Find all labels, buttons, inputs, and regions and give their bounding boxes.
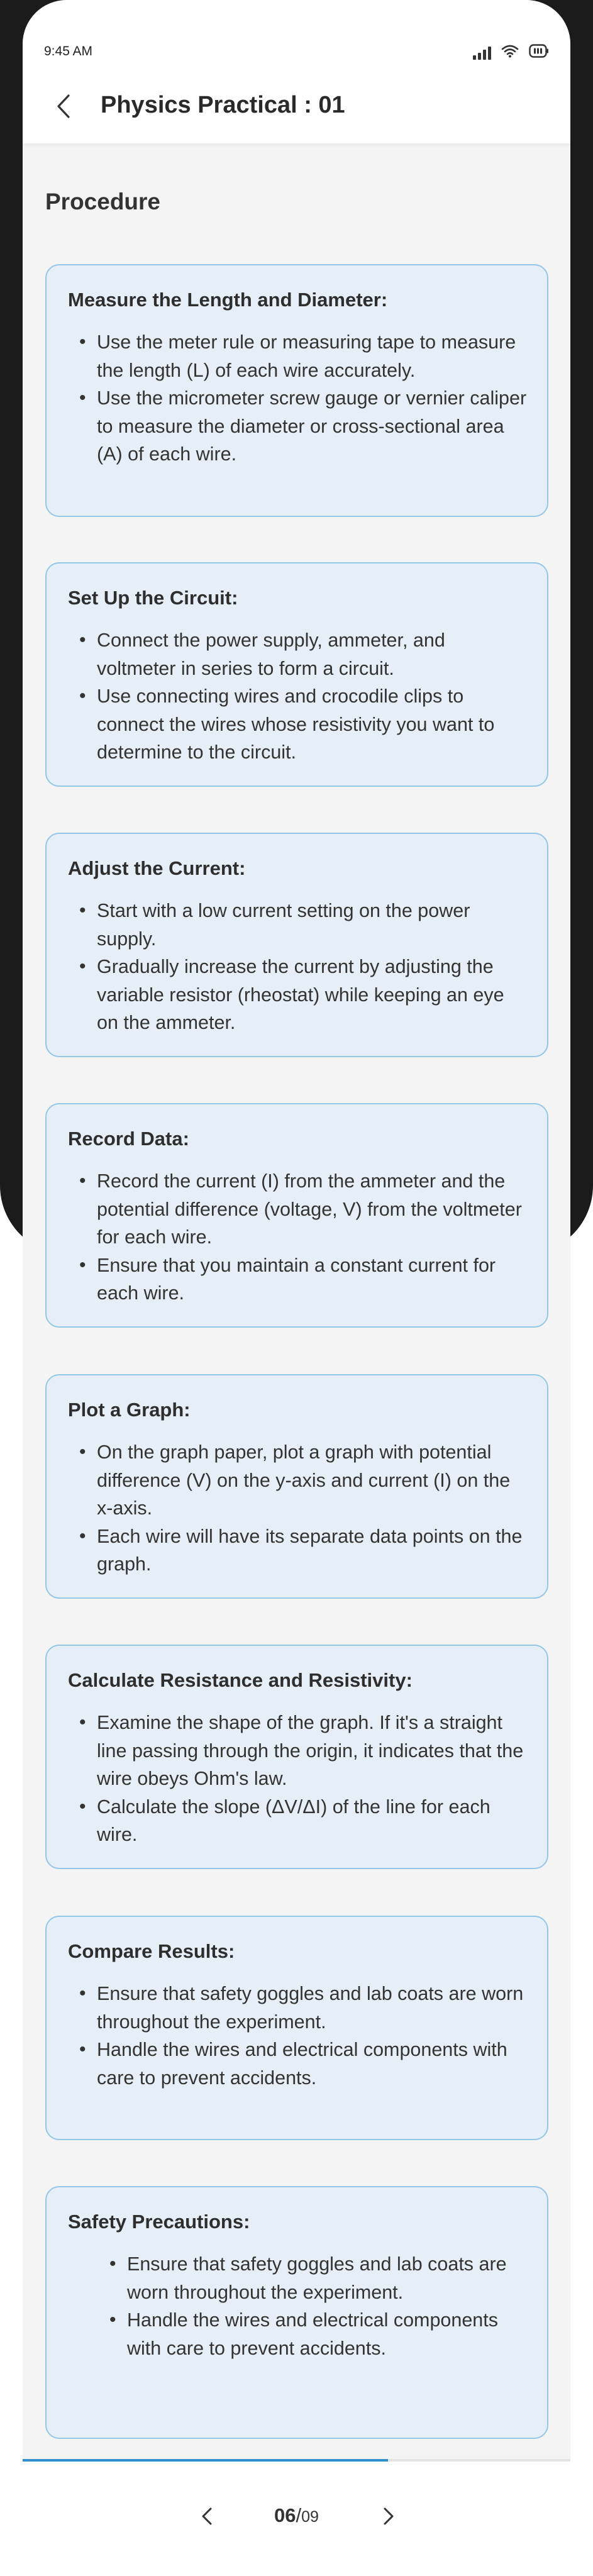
bullet-list — [68, 897, 528, 1037]
list-item: • Ensure that safety goggles and lab coats are worn throughout the experiment. — [68, 2250, 528, 2306]
list-item: • Use connecting wires and crocodile clips to connect the wires whose resistivity you want to determine to the circuit. — [68, 682, 528, 767]
procedure-card — [45, 264, 548, 517]
bullet-list — [68, 1709, 528, 1849]
list-item: • Use the micrometer screw gauge or vernier caliper to measure the diameter or cross-sectional area (A) of each wire. — [68, 384, 528, 469]
bullet-list — [68, 1980, 528, 2092]
list-item: • Handle the wires and electrical components with care to prevent accidents. — [68, 2306, 528, 2362]
list-item: • Examine the shape of the graph. If it's a straight line passing through the origin, it indicates that the wire obeys Ohm's law. — [68, 1709, 528, 1793]
chevron-left-icon — [56, 94, 71, 119]
current-page: 06 — [274, 2504, 296, 2526]
bullet-list — [68, 626, 528, 767]
status-time: 9:45 AM — [44, 44, 93, 58]
card-title: Compare Results: — [68, 1940, 235, 1962]
signal-icon — [473, 46, 491, 60]
back-button[interactable] — [48, 88, 79, 125]
card-title: Set Up the Circuit: — [68, 587, 238, 609]
bullet-list — [68, 328, 528, 469]
procedure-card — [45, 1374, 548, 1599]
list-item: • Connect the power supply, ammeter, and voltmeter in series to form a circuit. — [68, 626, 528, 682]
total-pages: 09 — [301, 2508, 319, 2526]
bullet-list — [68, 2250, 528, 2362]
page-title: Physics Practical : 01 — [101, 92, 345, 118]
procedure-card — [45, 1645, 548, 1869]
app-bar — [23, 82, 570, 132]
next-page-button[interactable] — [373, 2501, 404, 2532]
procedure-card — [45, 1103, 548, 1328]
page-indicator — [23, 2504, 570, 2527]
card-title: Record Data: — [68, 1128, 189, 1150]
list-item: • On the graph paper, plot a graph with potential difference (V) on the y-axis and current (I) on the x-axis. — [68, 1438, 528, 1523]
pager — [23, 2498, 570, 2536]
battery-icon — [529, 44, 549, 61]
bottom-navigation — [23, 2459, 570, 2576]
procedure-card — [45, 2186, 548, 2439]
list-item: • Each wire will have its separate data points on the graph. — [68, 1523, 528, 1579]
list-item: • Use the meter rule or measuring tape to measure the length (L) of each wire accurately. — [68, 328, 528, 384]
section-title: Procedure — [45, 189, 161, 214]
procedure-card — [45, 833, 548, 1057]
status-bar — [44, 44, 549, 63]
card-title: Calculate Resistance and Resistivity: — [68, 1669, 413, 1691]
card-title: Plot a Graph: — [68, 1399, 191, 1421]
procedure-card — [45, 1916, 548, 2140]
list-item: • Calculate the slope (ΔV/ΔI) of the line for each wire. — [68, 1793, 528, 1849]
bullet-list — [68, 1438, 528, 1579]
list-item: • Start with a low current setting on the power supply. — [68, 897, 528, 953]
app-screen — [23, 0, 570, 2576]
card-title: Measure the Length and Diameter: — [68, 289, 388, 311]
chevron-right-icon — [383, 2507, 394, 2526]
procedure-card — [45, 562, 548, 787]
list-item: • Handle the wires and electrical components with care to prevent accidents. — [68, 2036, 528, 2092]
list-item: • Gradually increase the current by adjusting the variable resistor (rheostat) while keeping an eye on the ammeter. — [68, 953, 528, 1037]
page-separator: / — [296, 2504, 302, 2526]
progress-fill — [23, 2459, 388, 2462]
status-icons — [473, 44, 549, 61]
card-title: Adjust the Current: — [68, 857, 246, 879]
progress-bar — [23, 2459, 570, 2462]
list-item: • Ensure that you maintain a constant current for each wire. — [68, 1252, 528, 1307]
list-item: • Ensure that safety goggles and lab coats are worn throughout the experiment. — [68, 1980, 528, 2036]
list-item: • Record the current (I) from the ammeter and the potential difference (voltage, V) from the voltmeter for each wire. — [68, 1167, 528, 1252]
card-title: Safety Precautions: — [68, 2211, 250, 2233]
top-bar — [23, 0, 570, 143]
wifi-icon — [501, 44, 519, 61]
bullet-list — [68, 1167, 528, 1307]
